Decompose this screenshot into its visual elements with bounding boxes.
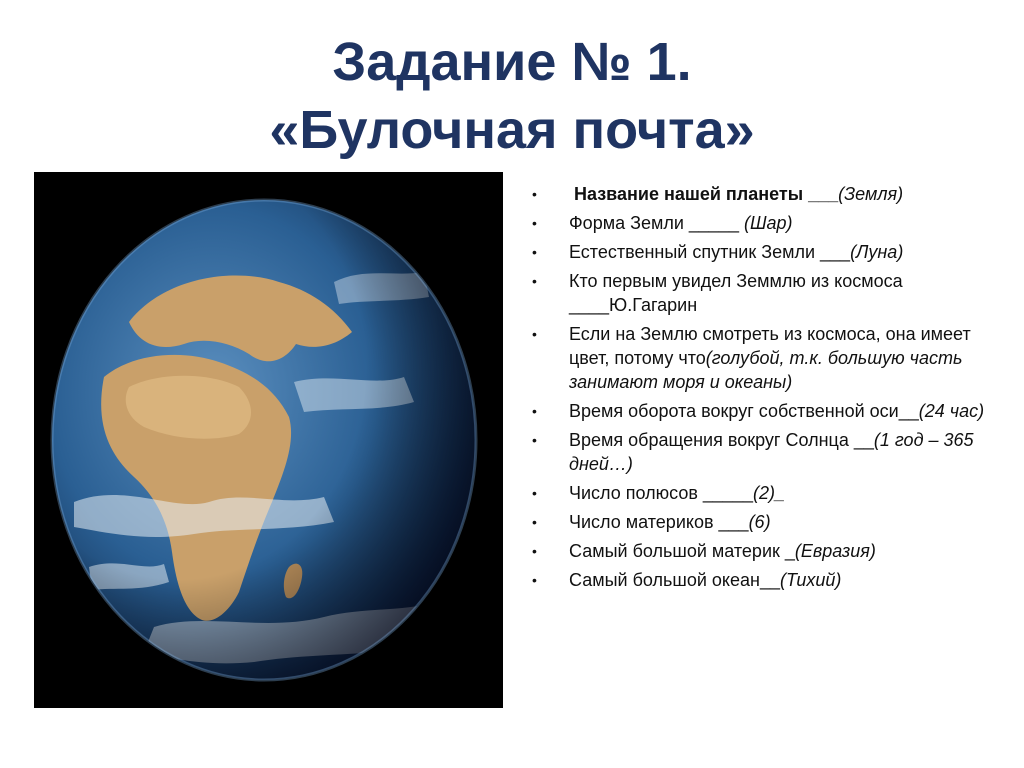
question-text: Время оборота вокруг собственной оси__: [569, 401, 919, 421]
list-item: • Время обращения вокруг Солнца __(1 год – 365 дней…): [532, 430, 974, 474]
question-text: Число полюсов _____: [569, 483, 753, 503]
list-item: • Время оборота вокруг собственной оси__(24 час): [532, 401, 985, 421]
answer-text: (2)_: [752, 483, 785, 503]
list-item: • Если на Землю смотреть из космоса, она имеет цвет, потому что(голубой, т.к. большую часть занимают моря и океаны): [532, 324, 971, 392]
list-item: • Кто первым увидел Земмлю из космоса ____Ю.Гагарин: [532, 271, 903, 315]
question-text: Естественный спутник Земли ___: [569, 242, 851, 262]
earth-globe-icon: [34, 172, 503, 708]
slide-title: [0, 28, 1024, 164]
answer-text: (24 час): [918, 401, 985, 421]
list-item: • Самый большой материк _(Евразия): [532, 541, 876, 561]
question-text: Если на Землю смотреть из космоса, она имеет цвет, потому что: [569, 324, 971, 368]
answer-text: (Тихий): [779, 570, 842, 590]
question-text: Название нашей планеты ___: [574, 184, 839, 204]
question-text: Время обращения вокруг Солнца __: [569, 430, 874, 450]
list-item: • Самый большой океан__(Тихий): [532, 570, 842, 590]
question-text: Форма Земли _____: [569, 213, 744, 233]
list-item: • Форма Земли _____ (Шар): [532, 213, 793, 233]
list-item: • Число материков ___(6): [532, 512, 771, 532]
question-text: Число материков ___: [569, 512, 749, 532]
answer-text: (Шар): [743, 213, 793, 233]
list-item: • Название нашей планеты ___(Земля): [532, 184, 904, 204]
list-item: • Число полюсов _____(2)_: [532, 483, 785, 503]
answer-text: (Евразия): [794, 541, 876, 561]
list-item: • Естественный спутник Земли ___(Луна): [532, 242, 904, 262]
answer-text: (Луна): [850, 242, 904, 262]
question-list: [528, 182, 988, 597]
title-line-2: «Булочная почта»: [269, 100, 755, 160]
question-text: Самый большой океан__: [569, 570, 780, 590]
question-text: Кто первым увидел Земмлю из космоса ____Ю.Гагарин: [569, 271, 903, 315]
question-text: Самый большой материк _: [569, 541, 795, 561]
answer-text: (голубой, т.к. большую часть занимают моря и океаны): [569, 348, 963, 392]
answer-text: (6): [748, 512, 771, 532]
earth-image: [34, 172, 503, 708]
answer-text: (Земля): [838, 184, 904, 204]
answer-text: (1 год – 365 дней…): [569, 430, 974, 474]
title-line-1: Задание № 1.: [332, 32, 692, 92]
